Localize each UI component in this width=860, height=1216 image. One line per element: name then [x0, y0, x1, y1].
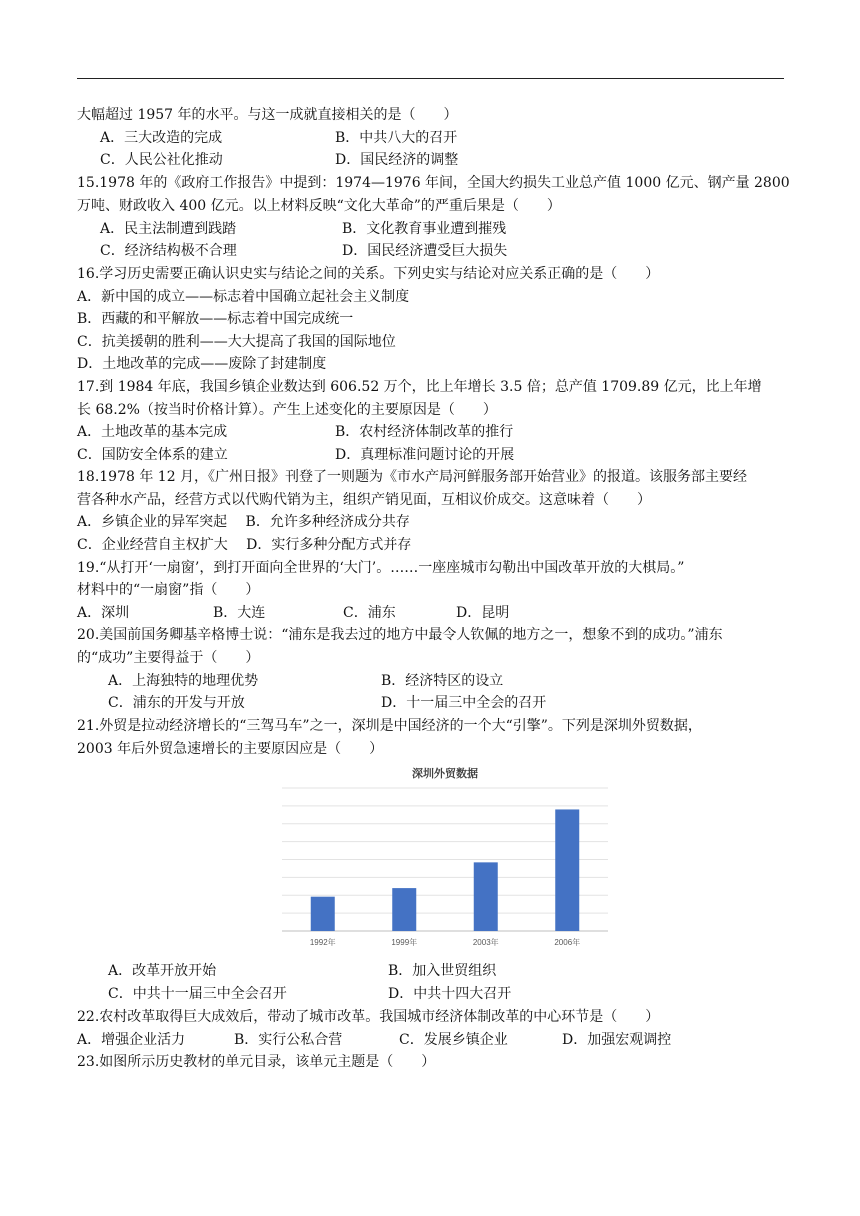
q21-option-b: B．加入世贸组织 [388, 963, 497, 979]
q20-option-d: D．十一届三中全会的召开 [381, 695, 547, 711]
q21-stem-line1: 21.外贸是拉动经济增长的“三驾马车”之一，深圳是中国经济的一个大“引擎”。下列是深圳外贸数据， [77, 718, 702, 734]
q17-option-a: A．土地改革的基本完成 [77, 424, 228, 440]
q15-option-b: B．文化教育事业遭到摧残 [342, 221, 507, 237]
q17-stem-line1: 17.到 1984 年底，我国乡镇企业数达到 606.52 万个，比上年增长 3.5 倍；总产值 1709.89 亿元，比上年增 [77, 379, 762, 395]
q15-option-c: C．经济结构极不合理 [100, 243, 237, 259]
shenzhen-trade-chart [282, 760, 608, 955]
q14-option-b: B．中共八大的召开 [335, 130, 458, 146]
q14-option-d: D．国民经济的调整 [335, 152, 459, 168]
q21-option-d: D．中共十四大召开 [388, 986, 512, 1002]
q16-option-c: C．抗美援朝的胜利——大大提高了我国的国际地位 [77, 334, 396, 350]
bar-chart-svg [282, 760, 608, 955]
q22-option-a: A．增强企业活力 [77, 1032, 186, 1048]
q15-stem-line2: 万吨、财政收入 400 亿元。以上材料反映“文化大革命”的严重后果是（ ） [77, 198, 561, 214]
q16-option-a: A．新中国的成立——标志着中国确立起社会主义制度 [77, 289, 410, 305]
q22-option-b: B．实行公私合营 [234, 1032, 343, 1048]
q14-option-c: C．人民公社化推动 [100, 152, 223, 168]
q15-option-a: A．民主法制遭到践踏 [100, 221, 237, 237]
q17-stem-line2: 长 68.2%（按当时价格计算）。产生上述变化的主要原因是（ ） [77, 402, 497, 418]
q20-option-c: C．浦东的开发与开放 [108, 695, 245, 711]
q22-stem: 22.农村改革取得巨大成效后，带动了城市改革。我国城市经济体制改革的中心环节是（ ） [77, 1009, 660, 1025]
q19-option-a: A．深圳 [77, 605, 130, 621]
q20-stem-line1: 20.美国前国务卿基辛格博士说：“浦东是我去过的地方中最令人钦佩的地方之一，想象不到的成功。”浦东 [77, 627, 723, 643]
q16-option-d: D．土地改革的完成——废除了封建制度 [77, 356, 327, 372]
q18-options-cd: C．企业经营自主权扩大 D．实行多种分配方式并存 [77, 537, 412, 553]
q15-stem-line1: 15.1978 年的《政府工作报告》中提到：1974—1976 年间，全国大约损失工业总产值 1000 亿元、钢产量 2800 [77, 175, 790, 191]
bar-3 [555, 809, 579, 931]
q19-option-b: B．大连 [213, 605, 266, 621]
q20-stem-line2: 的“成功”主要得益于（ ） [77, 650, 260, 666]
q21-option-a: A．改革开放开始 [108, 963, 217, 979]
q18-options-ab: A．乡镇企业的异军突起 B．允许多种经济成分共存 [77, 514, 410, 530]
q17-option-c: C．国防安全体系的建立 [77, 447, 228, 463]
chart-title: 深圳外贸数据 [412, 768, 478, 780]
bar-1 [392, 888, 416, 931]
x-tick-label-2: 2003年 [472, 938, 499, 947]
q17-option-d: D．真理标准问题讨论的开展 [335, 447, 515, 463]
x-tick-label-3: 2006年 [554, 938, 581, 947]
q19-stem-line2: 材料中的“一扇窗”指（ ） [77, 582, 260, 598]
x-tick-label-1: 1999年 [391, 938, 418, 947]
q16-option-b: B．西藏的和平解放——标志着中国完成统一 [77, 311, 354, 327]
bar-2 [474, 862, 498, 931]
q20-option-b: B．经济特区的设立 [381, 673, 504, 689]
x-tick-label-0: 1992年 [309, 938, 336, 947]
q19-option-d: D．昆明 [456, 605, 510, 621]
q22-option-c: C．发展乡镇企业 [399, 1032, 508, 1048]
q19-option-c: C．浦东 [343, 605, 396, 621]
q20-option-a: A．上海独特的地理优势 [108, 673, 259, 689]
q21-stem-line2: 2003 年后外贸急速增长的主要原因应是（ ） [77, 741, 384, 757]
q18-stem-line2: 营各种水产品，经营方式以代购代销为主，组织产销见面，互相议价成交。这意味着（ ） [77, 492, 651, 508]
q22-option-d: D．加强宏观调控 [562, 1032, 672, 1048]
q19-stem-line1: 19.“从打开‘一扇窗’，到打开面向全世界的‘大门’。……一座座城市勾勒出中国改革开放的大棋局。” [77, 560, 685, 576]
q23-stem: 23.如图所示历史教材的单元目录，该单元主题是（ ） [77, 1054, 436, 1070]
q14-option-a: A．三大改造的完成 [100, 130, 223, 146]
q21-option-c: C．中共十一届三中全会召开 [108, 986, 287, 1002]
bar-0 [311, 897, 335, 931]
header-rule [77, 78, 784, 79]
q18-stem-line1: 18.1978 年 12 月，《广州日报》刊登了一则题为《市水产局河鲜服务部开始营业》的报道。该服务部主要经 [77, 469, 748, 485]
q16-stem: 16.学习历史需要正确认识史实与结论之间的关系。下列史实与结论对应关系正确的是（ ） [77, 266, 660, 282]
q17-option-b: B．农村经济体制改革的推行 [335, 424, 514, 440]
q14-stem-tail: 大幅超过 1957 年的水平。与这一成就直接相关的是（ ） [77, 107, 458, 123]
q15-option-d: D．国民经济遭受巨大损失 [342, 243, 508, 259]
